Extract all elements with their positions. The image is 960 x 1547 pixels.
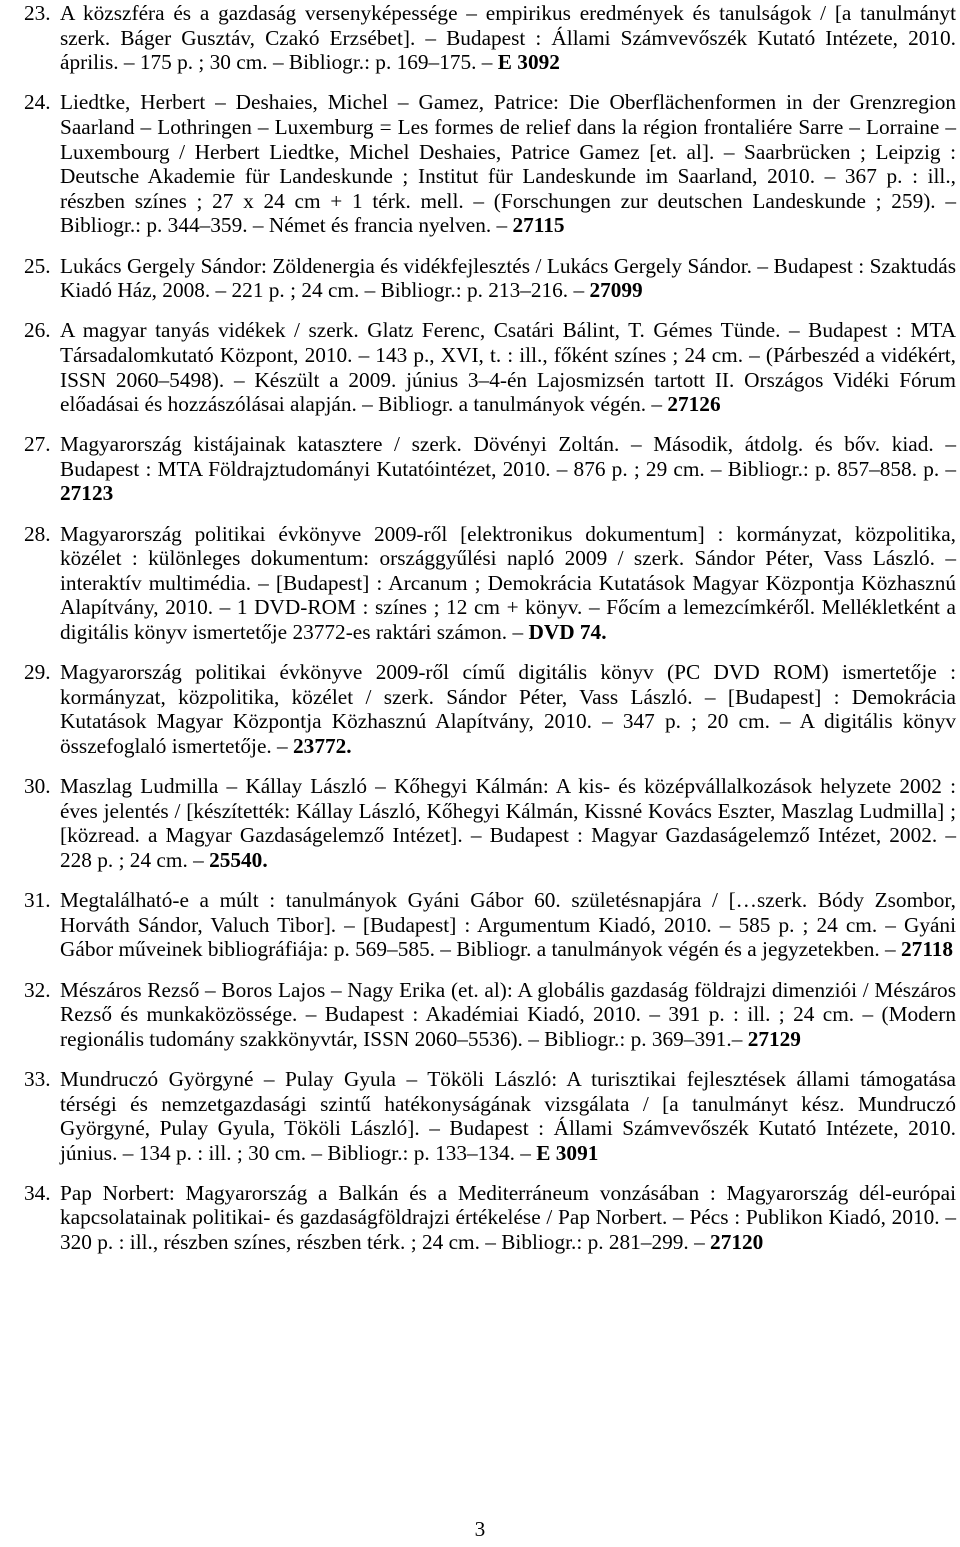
shelf-code: 27126 [667,392,721,417]
entry-text: Mundruczó Györgyné – Pulay Gyula – Tököli László: A turisztikai fejlesztések állami támogatása térségi és nemzetgazdasági szintű hatékonyságának vizsgálata / [a tanulmányt kész. Mundruczó Györgyné, Pulay Gyula, Tököli László]. – Budapest : Állami Számvevőszék Kutató Intézete, 2010. június. – 134 p. : ill. ; 30 cm. – Bibliogr.: p. 133–134. – [60,1066,956,1165]
bibliography-entry [24,318,956,416]
shelf-code: 27115 [512,213,565,238]
bibliography-entry [24,432,956,506]
shelf-code: E 3092 [497,50,560,75]
entry-number: 34. [24,1180,51,1205]
shelf-code: 23772. [293,734,352,758]
entry-text: A közszféra és a gazdaság versenyképessége – empirikus eredmények és tanulságok / [a tanulmányt szerk. Báger Gusztáv, Czakó Erzsébet]. – Budapest : Állami Számvevőszék Kutató Intézete, 2010. április. – 175 p. ; 30 cm. – Bibliogr.: p. 169–175. – [60,1,956,75]
entry-number: 31. [24,888,51,913]
shelf-code: 27129 [747,1026,801,1051]
entry-number: 29. [24,660,51,685]
entry-number: 23. [24,1,51,25]
bibliography-entry [24,978,956,1052]
shelf-code: DVD 74. [528,620,607,645]
entry-number: 33. [24,1066,51,1091]
entry-number: 32. [24,977,51,1002]
bibliography-entry [24,660,956,758]
shelf-code: 27099 [589,278,643,303]
entry-number: 27. [24,432,51,457]
entry-number: 24. [24,90,51,115]
entry-number: 30. [24,774,51,799]
shelf-code: 27118 [901,937,954,962]
entry-text: Magyarország politikai évkönyve 2009-ről [elektronikus dokumentum] : kormányzat, közpolitika, közélet : különleges dokumentum: országgyűlési napló 2009 / szerk. Sándor Péter, Vass László. – interaktív multimédia. – [Budapest] : Arcanum ; Demokrácia Kutatások Magyar Központja Közhasznú Alapítvány, 2010. – 1 DVD-ROM : színes ; 12 cm + könyv. – Főcím a lemezcímkéről. Mellékletként a digitális könyv ismertetője 23772-es raktári számon. – [60,521,956,645]
entry-text: Mészáros Rezső – Boros Lajos – Nagy Erika (et. al): A globális gazdaság földrajzi dimenziói / Mészáros Rezső és munkaközössége. – Budapest : Akadémiai Kiadó, 2010. – 391 p. : ill. ; 24 cm. – (Modern regionális tudomány szakkönyvtár, ISSN 2060–5536). – Bibliogr.: p. 369–391.– [60,977,956,1051]
shelf-code: 27120 [710,1230,764,1255]
entry-text: Maszlag Ludmilla – Kállay László – Kőhegyi Kálmán: A kis- és középvállalkozások helyzete 2002 : éves jelentés / [készítették: Kállay László, Kőhegyi Kálmán, Kissné Kovács Eszter, Maszlag Ludmilla] ; [közread. a Magyar Gazdaságelemző Intézet]. – Budapest : Magyar Gazdaságelemző Intézet, 2002. – 228 p. ; 24 cm. – [60,774,956,872]
entry-text: Magyarország kistájainak katasztere / szerk. Dövényi Zoltán. – Második, átdolg. és bőv. kiad. – Budapest : MTA Földrajztudományi Kutatóintézet, 2010. – 876 p. ; 29 cm. – Bibliogr.: p. 857–858. p. – [60,432,956,481]
entry-number: 25. [24,253,51,278]
entry-text: Pap Norbert: Magyarország a Balkán és a Mediterráneum vonzásában : Magyarország dél-európai kapcsolatainak politikai- és gazdaságföldrajzi értékelése / Pap Norbert. – Pécs : Publikon Kiadó, 2010. – 320 p. : ill., részben színes, részben térk. ; 24 cm. – Bibliogr.: p. 281–299. – [60,1180,956,1255]
shelf-code: 27123 [60,481,114,506]
bibliography-entry [24,1181,956,1255]
bibliography-entry [24,1067,956,1165]
entry-text: Magyarország politikai évkönyve 2009-ről című digitális könyv (PC DVD ROM) ismertetője : kormányzat, közpolitika, közélet / szerk. Sándor Péter, Vass László. – [Budapest] : Demokrácia Kutatások Magyar Központja Közhasznú Alapítvány, 2010. – 347 p. ; 20 cm. – A digitális könyv összefoglaló ismertetője. – [60,660,956,758]
shelf-code: 25540. [209,847,268,872]
bibliography-entry [24,888,956,962]
entry-number: 28. [24,521,51,546]
page-number: 3 [474,1517,486,1541]
entry-text: Megtalálható-e a múlt : tanulmányok Gyáni Gábor 60. születésnapjára / […szerk. Bódy Zsombor, Horváth Sándor, Valuch Tibor]. – [Budapest] : Argumentum Kiadó, 2010. – 585 p. ; 24 cm. – Gyáni Gábor műveinek bibliográfiája: p. 569–585. – Bibliogr. a tanulmányok végén és a jegyzetekben. – [60,888,956,962]
entry-text: Liedtke, Herbert – Deshaies, Michel – Gamez, Patrice: Die Oberflächenformen in der Grenzregion Saarland – Lothringen – Luxemburg = Les formes de relief dans la région frontaliére Sarre – Lorraine – Luxembourg / Herbert Liedtke, Michel Deshaies, Patrice Gamez [et. al]. – Saarbrücken ; Leipzig : Deutsche Akademie für Landeskunde ; Institut für Landeskunde im Saarland, 2010. – 367 p. : ill., részben színes ; 27 x 24 cm + 1 térk. mell. – (Forschungen zur deutschen Landeskunde ; 259). – Bibliogr.: p. 344–359. – Német és francia nyelven. – [60,90,956,238]
entry-text: Lukács Gergely Sándor: Zöldenergia és vidékfejlesztés / Lukács Gergely Sándor. – Budapest : Szaktudás Kiadó Ház, 2008. – 221 p. ; 24 cm. – Bibliogr.: p. 213–216. – [60,253,956,303]
bibliography-entry [24,522,956,645]
bibliography-entry [24,1,956,75]
shelf-code: E 3091 [536,1140,599,1165]
bibliography-entry [24,90,956,238]
entry-number: 26. [24,318,51,343]
bibliography-list [24,1,956,1270]
entry-text: A magyar tanyás vidékek / szerk. Glatz Ferenc, Csatári Bálint, T. Gémes Tünde. – Budapest : MTA Társadalomkutató Központ, 2010. – 143 p., XVI, t. : ill., főként színes ; 24 cm. – (Párbeszéd a vidékért, ISSN 2060–5498). – Készült a 2009. június 3–4-én Lajosmizsén tartott II. Országos Vidéki Fórum előadásai és hozzászólásai alapján. – Bibliogr. a tanulmányok végén. – [60,318,956,417]
bibliography-entry [24,254,956,303]
bibliography-entry [24,774,956,872]
